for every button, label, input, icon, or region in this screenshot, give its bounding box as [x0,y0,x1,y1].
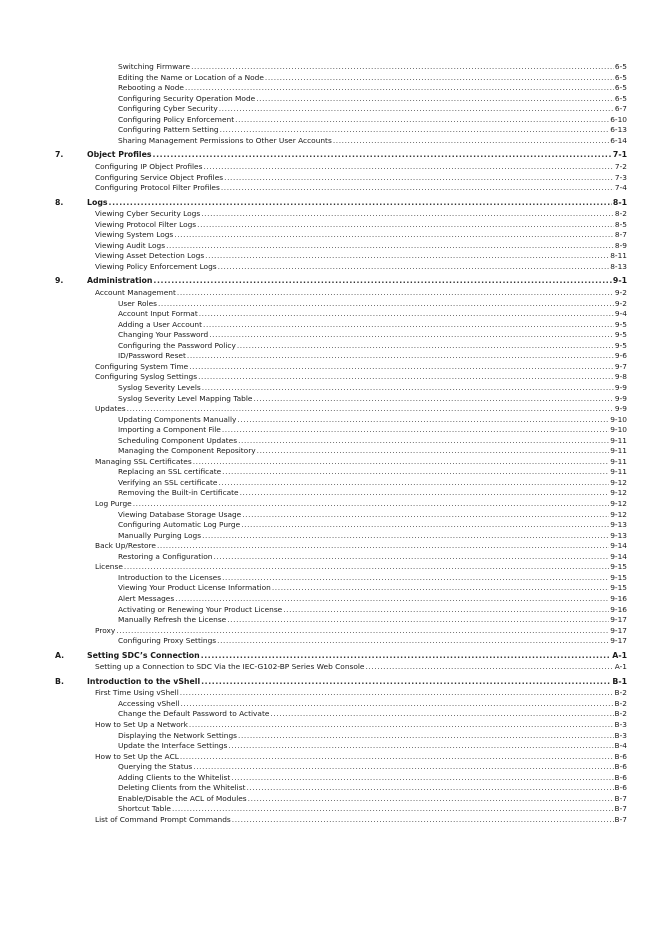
toc-entry-page: 6-14 [610,136,627,145]
toc-entry-page: B-2 [614,699,627,708]
toc-entry-title: Editing the Name or Location of a Node [118,73,264,82]
toc-entry[interactable] [118,383,627,393]
toc-entry-page: B-2 [614,688,627,697]
toc-entry[interactable] [95,162,627,172]
toc-entry-title: How to Set Up the ACL [95,752,179,761]
toc-entry-title: Viewing Your Product License Information [118,583,271,592]
toc-entry[interactable] [95,626,627,636]
dot-leader [218,262,610,272]
dot-leader [248,794,614,804]
dot-leader [238,731,614,741]
dot-leader [213,552,609,562]
toc-entry-page: 9-12 [610,499,627,508]
toc-entry-title: Viewing System Logs [95,230,174,239]
dot-leader [231,773,613,783]
dot-leader [209,330,614,340]
toc-entry-title: Configuring Policy Enforcement [118,115,235,124]
dot-leader [238,436,609,446]
toc-entry[interactable] [118,446,627,456]
toc-entry-page: 9-6 [614,351,627,360]
toc-entry-page: 9-13 [610,520,627,529]
dot-leader [219,104,614,114]
toc-entry-page: B-2 [614,709,627,718]
toc-entry[interactable] [95,720,627,730]
toc-chapter[interactable] [55,677,627,687]
toc-entry-page: B-6 [614,752,627,761]
dot-leader [197,220,614,230]
toc-entry-page: 9-10 [610,425,627,434]
toc-entry-title: Introduction to the Licenses [118,573,222,582]
dot-leader [198,372,614,382]
toc-entry-page: 9-2 [614,288,627,297]
toc-entry-page: 6-13 [610,125,627,134]
toc-entry-page: B-6 [614,773,627,782]
toc-entry[interactable] [95,288,627,298]
toc-entry-title: Adding a User Account [118,320,202,329]
toc-entry[interactable] [118,478,627,488]
toc-entry-title: Change the Default Password to Activate [118,709,270,718]
toc-entry[interactable] [118,552,627,562]
toc-entry-title: Configuring Automatic Log Purge [118,520,241,529]
toc-entry-title: Introduction to the vShell [87,677,201,686]
toc-entry-page: B-6 [614,783,627,792]
toc-chapter[interactable] [55,198,627,208]
dot-leader [191,62,614,72]
toc-entry-title: Configuring Proxy Settings [118,636,217,645]
toc-entry[interactable] [118,731,627,741]
toc-entry-title: Syslog Severity Level Mapping Table [118,394,253,403]
dot-leader [158,299,614,309]
dot-leader [220,125,610,135]
toc-entry-page: 9-17 [610,626,627,635]
dot-leader [217,636,609,646]
toc-entry[interactable] [95,541,627,551]
toc-entry-title: Displaying the Network Settings [118,731,238,740]
toc-entry-page: 8-1 [612,198,627,207]
toc-entry[interactable] [118,741,627,751]
toc-entry-page: 7-4 [614,183,627,192]
toc-entry[interactable] [118,615,627,625]
dot-leader [257,446,610,456]
toc-entry-title: How to Set Up a Network [95,720,188,729]
toc-entry[interactable] [118,415,627,425]
toc-entry-page: B-7 [614,815,627,824]
toc-entry-title: Configuring the Password Policy [118,341,236,350]
dot-leader [193,762,613,772]
toc-entry-title: Viewing Database Storage Usage [118,510,242,519]
toc-entry-title: Log Purge [95,499,132,508]
toc-entry-title: Scheduling Component Updates [118,436,238,445]
toc-entry-page: B-4 [614,741,627,750]
toc-entry[interactable] [118,351,627,361]
toc-chapter[interactable] [55,150,627,160]
dot-leader [202,383,614,393]
toc-entry-page: 8-11 [610,251,627,260]
toc-entry-title: Managing the Component Repository [118,446,256,455]
dot-leader [180,688,614,698]
toc-entry-page: 8-7 [614,230,627,239]
toc-entry[interactable] [118,125,627,135]
toc-entry[interactable] [118,330,627,340]
toc-entry[interactable] [118,425,627,435]
toc-entry-page: 9-5 [614,320,627,329]
toc-entry[interactable] [95,752,627,762]
toc-entry-page: 9-12 [610,510,627,519]
toc-entry[interactable] [118,510,627,520]
toc-entry[interactable] [95,262,627,272]
toc-entry-title: Changing Your Password [118,330,209,339]
toc-entry-title: Enable/Disable the ACL of Modules [118,794,247,803]
toc-entry-page: 9-14 [610,552,627,561]
toc-entry[interactable] [95,815,627,825]
dot-leader [172,804,614,814]
toc-entry[interactable] [118,309,627,319]
dot-leader [237,415,609,425]
toc-entry[interactable] [118,341,627,351]
toc-entry-page: 9-15 [610,562,627,571]
toc-entry[interactable] [118,299,627,309]
toc-entry-page: 8-13 [610,262,627,271]
toc-entry-title: Querying the Status [118,762,193,771]
dot-leader [153,150,612,160]
toc-entry-page: 8-5 [614,220,627,229]
toc-entry-title: Shortcut Table [118,804,171,813]
toc-entry-page: 6-5 [614,62,627,71]
toc-entry-page: 9-5 [614,341,627,350]
toc-chapter-number: B. [55,677,64,686]
toc-entry[interactable] [95,230,627,240]
toc-entry-page: 9-16 [610,605,627,614]
dot-leader [201,209,614,219]
dot-leader [201,651,612,661]
toc-entry-title: License [95,562,123,571]
toc-entry-page: 9-11 [610,457,627,466]
dot-leader [240,488,610,498]
toc-entry-page: 9-2 [614,299,627,308]
toc-entry[interactable] [118,62,627,72]
dot-leader [189,720,614,730]
dot-leader [272,583,609,593]
toc-entry-title: Setting SDC’s Connection [87,651,200,660]
toc-entry[interactable] [95,662,627,672]
toc-entry-title: User Roles [118,299,157,308]
toc-entry[interactable] [95,251,627,261]
toc-entry[interactable] [118,73,627,83]
toc-entry-page: 9-14 [610,541,627,550]
toc-entry-title: Logs [87,198,108,207]
toc-entry-page: A-1 [612,651,627,660]
dot-leader [180,752,614,762]
toc-chapter[interactable] [55,276,627,286]
toc-entry-title: Account Management [95,288,176,297]
toc-entry-title: Importing a Component File [118,425,221,434]
toc-entry-page: 9-9 [614,394,627,403]
toc-entry[interactable] [95,688,627,698]
dot-leader [187,351,614,361]
toc-entry-title: Viewing Audit Logs [95,241,166,250]
toc-entry-page: 6-7 [614,104,627,113]
toc-entry-title: Configuring Syslog Settings [95,372,198,381]
dot-leader [283,605,609,615]
toc-entry-title: Updates [95,404,126,413]
dot-leader [246,783,613,793]
dot-leader [153,276,611,286]
toc-entry-page: 9-5 [614,330,627,339]
toc-entry-page: 9-10 [610,415,627,424]
toc-entry-title: Alert Messages [118,594,175,603]
toc-entry-title: Viewing Protocol Filter Logs [95,220,197,229]
dot-leader [227,615,609,625]
dot-leader [270,709,613,719]
toc-entry[interactable] [118,573,627,583]
toc-entry-title: Configuring Protocol Filter Profiles [95,183,220,192]
toc-entry[interactable] [95,372,627,382]
toc-entry-page: 7-2 [614,162,627,171]
toc-entry-page: B-3 [614,731,627,740]
dot-leader [202,531,609,541]
toc-entry[interactable] [95,499,627,509]
toc-entry-page: A-1 [614,662,627,671]
dot-leader [124,562,609,572]
toc-entry-page: B-3 [614,720,627,729]
toc-entry-title: Proxy [95,626,116,635]
toc-chapter[interactable] [55,651,627,661]
dot-leader [237,341,614,351]
dot-leader [333,136,609,146]
toc-entry[interactable] [118,394,627,404]
toc-entry-title: Configuring Cyber Security [118,104,218,113]
toc-entry[interactable] [118,783,627,793]
dot-leader [199,309,614,319]
dot-leader [235,115,609,125]
dot-leader [166,241,614,251]
toc-entry-page: 9-4 [614,309,627,318]
toc-entry-page: B-7 [614,804,627,813]
toc-entry-page: 9-15 [610,573,627,582]
toc-entry[interactable] [95,404,627,414]
toc-entry-title: Configuring System Time [95,362,189,371]
toc-entry-title: Activating or Renewing Your Product License [118,605,283,614]
toc-chapter-number: 9. [55,276,64,285]
dot-leader [201,677,611,687]
toc-entry[interactable] [118,762,627,772]
toc-entry-title: Viewing Asset Detection Logs [95,251,205,260]
toc-entry[interactable] [118,115,627,125]
toc-entry-title: Viewing Policy Enforcement Logs [95,262,217,271]
dot-leader [174,230,614,240]
toc-entry-page: 9-11 [610,446,627,455]
toc-entry-title: Administration [87,276,153,285]
toc-entry[interactable] [118,605,627,615]
toc-entry-title: Configuring Service Object Profiles [95,173,224,182]
dot-leader [180,699,613,709]
toc-entry-title: ID/Password Reset [118,351,186,360]
toc-entry-title: Account Input Format [118,309,198,318]
toc-entry-page: 9-13 [610,531,627,540]
toc-entry[interactable] [95,457,627,467]
toc-entry-title: Updating Components Manually [118,415,237,424]
dot-leader [232,815,614,825]
toc-entry[interactable] [118,804,627,814]
dot-leader [203,320,614,330]
toc-entry[interactable] [118,531,627,541]
dot-leader [193,457,610,467]
toc-entry-page: 9-17 [610,636,627,645]
toc-entry-title: List of Command Prompt Commands [95,815,231,824]
toc-entry-title: Syslog Severity Levels [118,383,201,392]
toc-entry[interactable] [118,594,627,604]
toc-entry-title: Configuring Security Operation Mode [118,94,256,103]
toc-entry[interactable] [118,94,627,104]
dot-leader [189,362,614,372]
toc-entry[interactable] [95,241,627,251]
dot-leader [242,510,609,520]
toc-entry[interactable] [118,636,627,646]
toc-entry-page: 6-5 [614,83,627,92]
dot-leader [157,541,609,551]
dot-leader [205,251,609,261]
toc-entry-page: 9-11 [610,467,627,476]
toc-entry-title: Back Up/Restore [95,541,156,550]
toc-entry-title: Switching Firmware [118,62,191,71]
dot-leader [127,404,614,414]
toc-entry-page: B-7 [614,794,627,803]
toc-entry-page: 9-12 [610,478,627,487]
dot-leader [253,394,613,404]
toc-entry[interactable] [118,773,627,783]
toc-chapter-number: A. [55,651,65,660]
toc-entry-page: B-1 [612,677,627,686]
toc-entry[interactable] [118,794,627,804]
dot-leader [265,73,614,83]
toc-entry-title: Update the Interface Settings [118,741,228,750]
toc-entry-title: Deleting Clients from the Whitelist [118,783,246,792]
toc-entry-page: 9-12 [610,488,627,497]
toc-entry-title: Object Profiles [87,150,152,159]
toc-entry-page: 6-5 [614,94,627,103]
toc-entry[interactable] [118,436,627,446]
dot-leader [241,520,609,530]
dot-leader [221,183,614,193]
toc-entry-page: 9-15 [610,583,627,592]
toc-entry-page: 9-9 [614,404,627,413]
toc-entry-page: 9-1 [612,276,627,285]
toc-entry-title: Removing the Built-in Certificate [118,488,239,497]
toc-entry-page: 6-10 [610,115,627,124]
toc-entry-title: Viewing Cyber Security Logs [95,209,201,218]
toc-entry-page: 9-16 [610,594,627,603]
toc-entry-title: Replacing an SSL certificate [118,467,222,476]
dot-leader [133,499,610,509]
dot-leader [218,478,609,488]
dot-leader [222,425,609,435]
dot-leader [256,94,614,104]
toc-entry-page: 7-1 [612,150,627,159]
toc-entry-page: 6-5 [614,73,627,82]
toc-entry-title: Sharing Management Permissions to Other User Accounts [118,136,332,145]
toc-entry[interactable] [118,136,627,146]
toc-entry-page: 7-3 [614,173,627,182]
dot-leader [175,594,609,604]
toc-entry[interactable] [118,488,627,498]
toc-chapter-number: 7. [55,150,64,159]
toc-entry-title: First Time Using vShell [95,688,179,697]
toc-entry[interactable] [118,699,627,709]
toc-entry-title: Accessing vShell [118,699,180,708]
toc-entry[interactable] [95,362,627,372]
toc-entry[interactable] [95,183,627,193]
dot-leader [365,662,613,672]
toc-entry[interactable] [118,709,627,719]
toc-entry-title: Adding Clients to the Whitelist [118,773,231,782]
dot-leader [177,288,614,298]
dot-leader [228,741,613,751]
dot-leader [185,83,614,93]
toc-entry[interactable] [95,209,627,219]
dot-leader [222,573,609,583]
dot-leader [224,173,614,183]
toc-entry[interactable] [118,583,627,593]
dot-leader [222,467,609,477]
toc-chapter-number: 8. [55,198,64,207]
toc-entry[interactable] [118,467,627,477]
toc-entry-title: Configuring IP Object Profiles [95,162,203,171]
dot-leader [109,198,612,208]
toc-entry-page: 9-7 [614,362,627,371]
toc-entry[interactable] [118,83,627,93]
toc-entry[interactable] [118,320,627,330]
toc-entry[interactable] [95,220,627,230]
toc-entry-page: 9-8 [614,372,627,381]
toc-entry-title: Manually Refresh the License [118,615,227,624]
toc-entry-page: 8-2 [614,209,627,218]
dot-leader [203,162,613,172]
toc-entry-page: 8-9 [614,241,627,250]
toc-entry-title: Setting up a Connection to SDC Via the IEC-G102-BP Series Web Console [95,662,365,671]
toc-entry-title: Managing SSL Certificates [95,457,192,466]
toc-entry-title: Configuring Pattern Setting [118,125,219,134]
toc-entry[interactable] [118,104,627,114]
toc-entry-page: B-6 [614,762,627,771]
toc-entry-title: Restoring a Configuration [118,552,213,561]
toc-entry-title: Manually Purging Logs [118,531,202,540]
toc-entry[interactable] [118,520,627,530]
toc-entry-page: 9-17 [610,615,627,624]
toc-entry-page: 9-9 [614,383,627,392]
toc-entry[interactable] [95,562,627,572]
toc-entry-title: Rebooting a Node [118,83,184,92]
toc-entry-page: 9-11 [610,436,627,445]
toc-entry[interactable] [95,173,627,183]
toc-entry-title: Verifying an SSL certificate [118,478,218,487]
dot-leader [116,626,609,636]
